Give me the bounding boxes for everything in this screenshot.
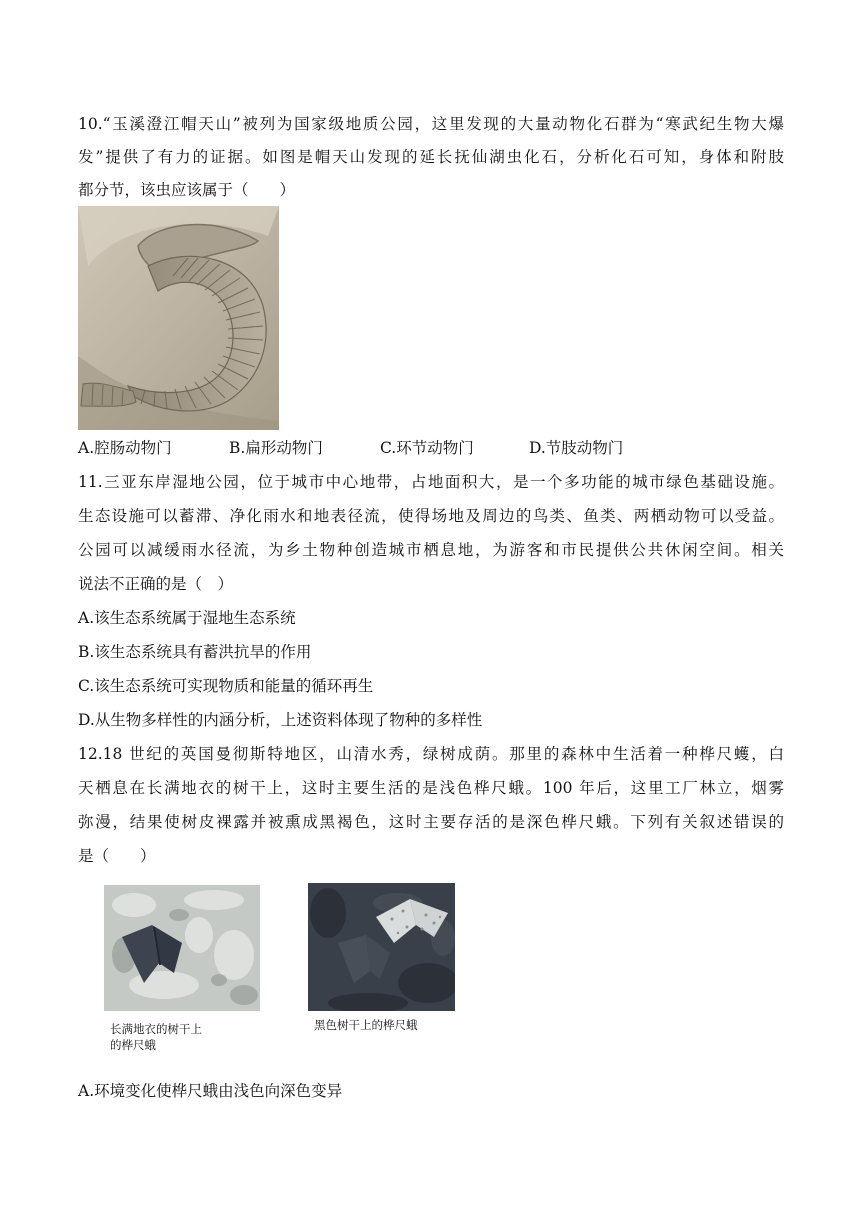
q10-option-a: A.腔肠动物门	[78, 439, 172, 457]
q11-line-4: 说法不正确的是（ ）	[78, 575, 234, 593]
q12-line-1: 12.18 世纪的英国曼彻斯特地区，山清水秀，绿树成荫。那里的森林中生活着一种桦尺蠖，白	[78, 745, 784, 763]
fossil-image	[78, 206, 279, 430]
q10-options	[78, 438, 623, 458]
q11-option-c: C.该生态系统可实现物质和能量的循环再生	[78, 677, 374, 695]
dark-trunk-moth-image	[308, 883, 455, 1011]
lichen-trunk-moth-image	[104, 885, 260, 1011]
q12-line-2: 天栖息在长满地衣的树干上，这时主要生活的是浅色桦尺蛾。100 年后，这里工厂林立，烟雾	[78, 779, 784, 797]
q12-option-a: A.环境变化使桦尺蛾由浅色向深色变异	[78, 1082, 343, 1100]
q10-option-c: C.环节动物门	[380, 439, 474, 457]
left-image-caption-line-2: 的桦尺蛾	[110, 1038, 156, 1052]
q11-option-d: D.从生物多样性的内涵分析，上述资料体现了物种的多样性	[78, 711, 483, 729]
q11-option-a: A.该生态系统属于湿地生态系统	[78, 609, 296, 627]
q11-line-2: 生态设施可以蓄滞、净化雨水和地表径流，使得场地及周边的鸟类、鱼类、两栖动物可以受益。	[78, 507, 784, 525]
q11-line-1: 11.三亚东岸湿地公园，位于城市中心地带，占地面积大，是一个多功能的城市绿色基础设施。	[78, 473, 784, 491]
q10-line-2: 发”提供了有力的证据。如图是帽天山发现的延长抚仙湖虫化石，分析化石可知，身体和附肢	[78, 148, 784, 166]
q10-option-d: D.节肢动物门	[529, 439, 624, 457]
q11-option-b: B.该生态系统具有蓄洪抗旱的作用	[78, 643, 312, 661]
q10-option-b: B.扁形动物门	[229, 439, 323, 457]
q10-line-3: 都分节，该虫应该属于（ ）	[78, 181, 296, 199]
left-image-caption-line-1: 长满地衣的树干上	[110, 1022, 202, 1036]
q11-line-3: 公园可以减缓雨水径流，为乡土物种创造城市栖息地，为游客和市民提供公共休闲空间。相关	[78, 541, 784, 559]
q12-line-3: 弥漫，结果使树皮裸露并被熏成黑褐色，这时主要存活的是深色桦尺蛾。下列有关叙述错误的	[78, 813, 784, 831]
q10-line-1: 10.“玉溪澄江帽天山”被列为国家级地质公园，这里发现的大量动物化石群为“寒武纪生物大爆	[78, 115, 784, 133]
q12-line-4: 是（ ）	[78, 847, 156, 865]
right-image-caption: 黑色树干上的桦尺蛾	[314, 1018, 418, 1032]
